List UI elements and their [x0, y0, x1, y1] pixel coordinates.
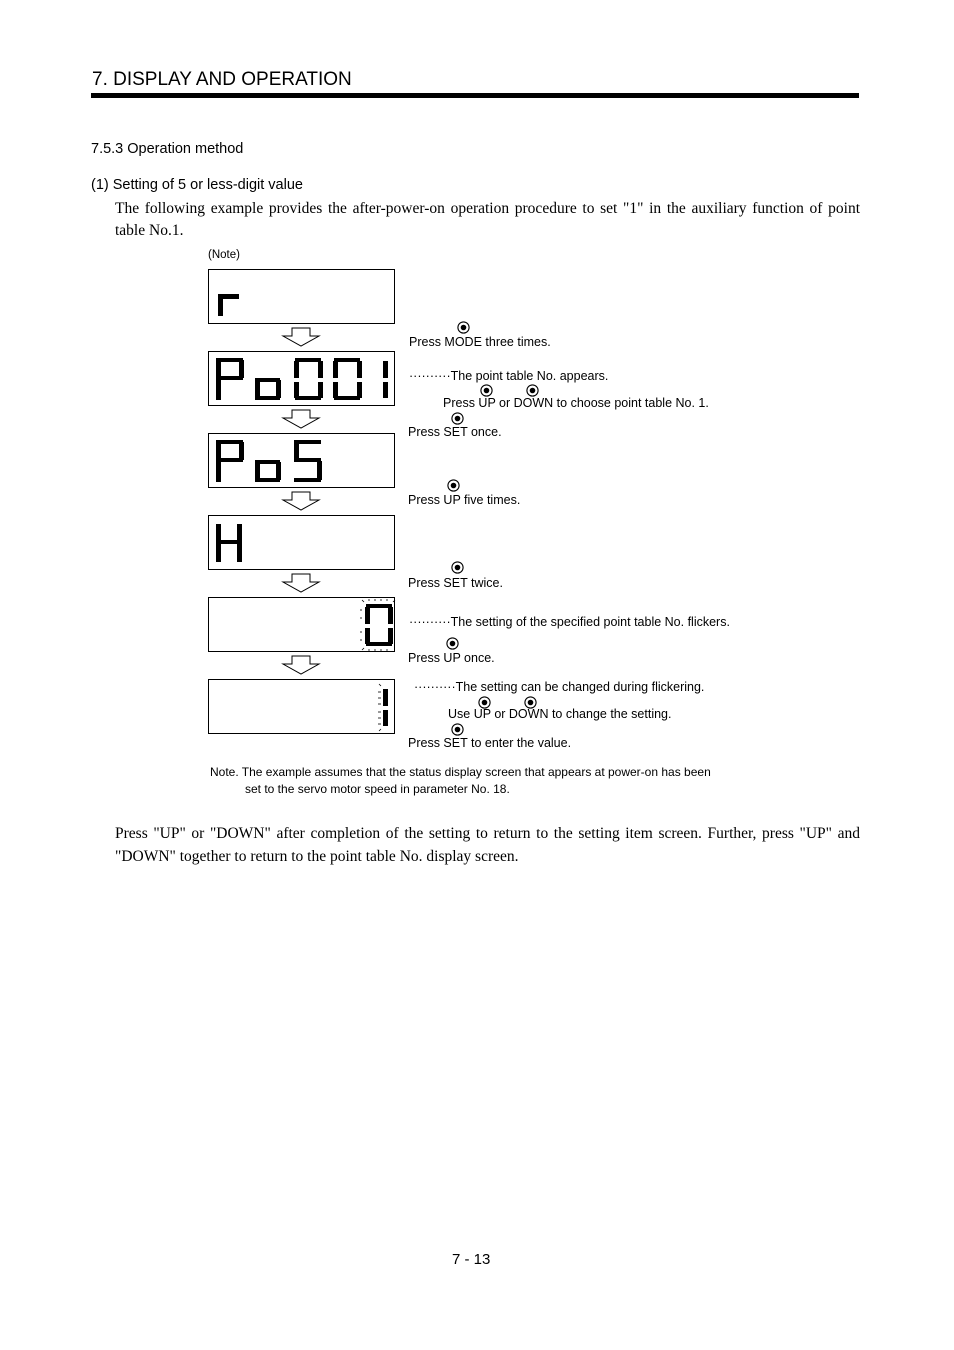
step-press-set-enter: Press SET to enter the value.	[408, 736, 572, 750]
closing-paragraph: Press "UP" or "DOWN" after completion of the setting to return to the setting item screen. Further, press "UP" and "DOWN" together to return to the point table No. display screen.	[115, 825, 860, 865]
button-press-icon	[451, 723, 464, 736]
display-r	[208, 269, 395, 324]
down-arrow-icon	[281, 491, 321, 511]
step-press-mode: Press MODE three times.	[409, 335, 551, 349]
step-point-table-appears: ··········The point table No. appears.	[409, 369, 609, 383]
display-po001	[208, 351, 395, 406]
step-setting-flickers: ··········The setting of the specified point table No. flickers.	[409, 615, 730, 629]
flicker-marks	[378, 684, 381, 731]
section-title: 7.5.3 Operation method	[91, 141, 244, 157]
step-choose-point-table: Press UP or DOWN to choose point table No. 1.	[443, 396, 709, 410]
display-h	[208, 515, 395, 570]
down-arrow-icon	[281, 655, 321, 675]
seven-seg-r	[209, 270, 396, 325]
down-arrow-icon	[281, 327, 321, 347]
note-line-1: Note. The example assumes that the status display screen that appears at power-on has been	[210, 765, 711, 779]
chapter-title: 7. DISPLAY AND OPERATION	[92, 69, 352, 90]
seven-seg-h	[209, 516, 396, 571]
step-use-up-down: Use UP or DOWN to change the setting.	[448, 707, 672, 721]
seven-seg-0	[209, 598, 396, 653]
diagram-note	[210, 764, 711, 798]
button-press-icon	[451, 412, 464, 425]
note-tag: (Note)	[208, 249, 240, 261]
step-press-up-once: Press UP once.	[408, 651, 495, 665]
display-0-flicker	[208, 597, 395, 652]
button-press-icon	[451, 561, 464, 574]
intro-paragraph: The following example provides the after-power-on operation procedure to set "1" in the auxiliary function of point table No.1.	[115, 200, 860, 239]
display-1-flicker	[208, 679, 395, 734]
down-arrow-icon	[281, 573, 321, 593]
button-press-icon	[457, 321, 470, 334]
button-press-icon	[446, 637, 459, 650]
seven-seg-1	[209, 680, 396, 735]
page-number: 7 - 13	[452, 1251, 491, 1268]
step-press-set-twice: Press SET twice.	[408, 576, 503, 590]
header-rule	[91, 93, 859, 98]
step-press-up-five: Press UP five times.	[408, 493, 521, 507]
down-arrow-icon	[281, 409, 321, 429]
note-line-2: set to the servo motor speed in parameter No. 18.	[245, 782, 510, 796]
button-press-icon	[447, 479, 460, 492]
seven-seg-po001	[209, 352, 396, 407]
display-pos	[208, 433, 395, 488]
seven-seg-pos	[209, 434, 396, 489]
subsection-title: (1) Setting of 5 or less-digit value	[91, 177, 303, 193]
step-can-be-changed: ··········The setting can be changed during flickering.	[414, 680, 705, 694]
step-press-set-once: Press SET once.	[408, 425, 502, 439]
